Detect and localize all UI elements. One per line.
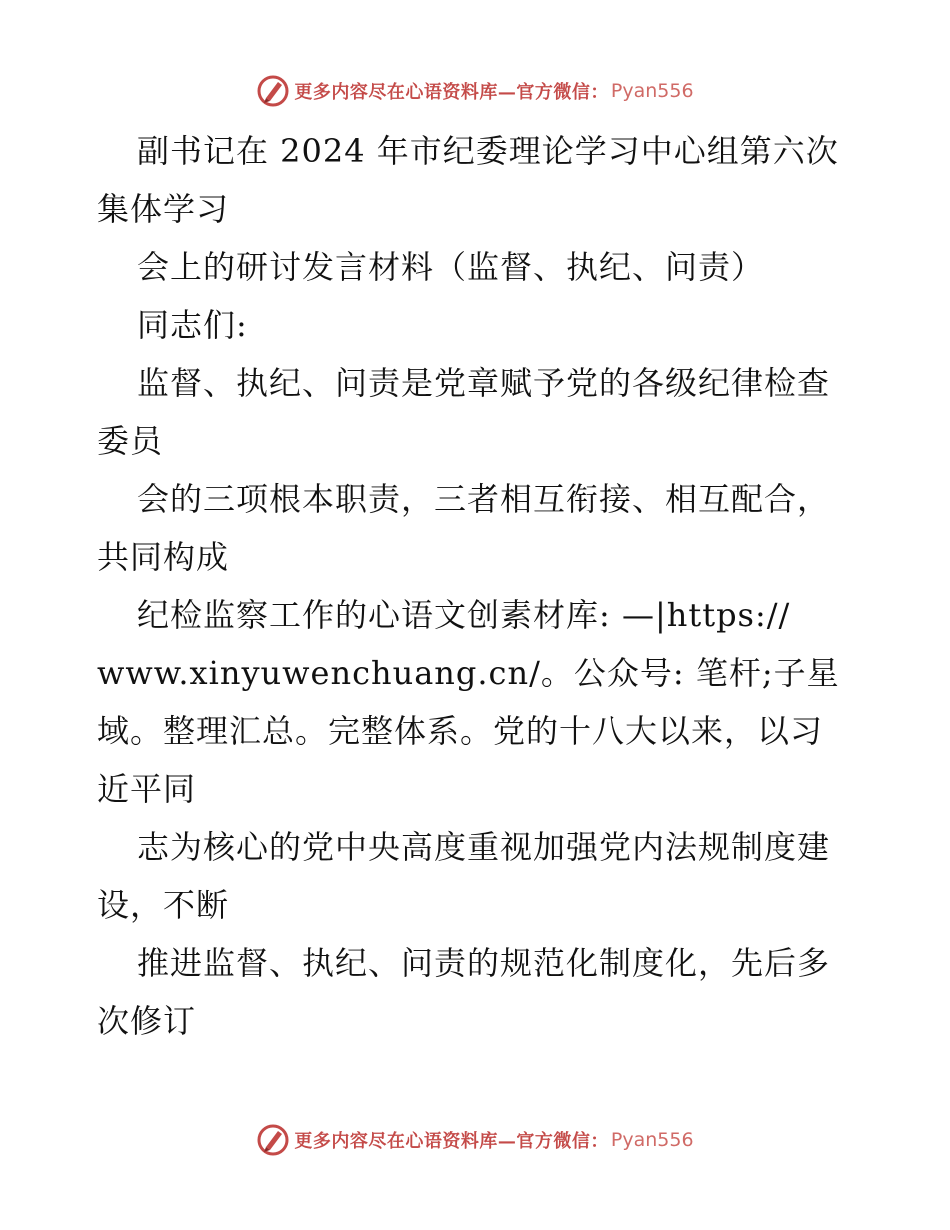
footer-watermark	[0, 1120, 950, 1160]
text-line: 集体学习	[97, 190, 230, 228]
text-line: 域。整理汇总。完整体系。党的十八大以来，以习	[97, 712, 824, 750]
text-line: 监督、执纪、问责是党章赋予党的各级纪律检查	[137, 364, 831, 402]
text-line: 设，不断	[97, 886, 230, 924]
text-line: 委员	[97, 422, 164, 460]
text-line: 会上的研讨发言材料（监督、执纪、问责）	[137, 248, 765, 286]
text-line: 近平同	[97, 770, 197, 808]
pen-logo-icon	[256, 1123, 290, 1157]
watermark-site-text: 更多内容尽在心语资料库—官方微信：	[294, 82, 609, 103]
text-line: 副书记在 2024 年市纪委理论学习中心组第六次	[137, 132, 839, 170]
text-line: www.xinyuwenchuang.cn/。公众号: 笔杆;子星	[97, 654, 840, 692]
watermark-site-text: 更多内容尽在心语资料库—官方微信：	[294, 1131, 609, 1152]
text-line: 同志们:	[137, 306, 248, 344]
text-line: 志为核心的党中央高度重视加强党内法规制度建	[137, 828, 831, 866]
watermark-wechat-id: Pyan556	[610, 80, 694, 102]
pen-logo-icon	[256, 74, 290, 108]
text-line: 推进监督、执纪、问责的规范化制度化，先后多	[137, 944, 831, 982]
text-line: 会的三项根本职责，三者相互衔接、相互配合，	[137, 480, 831, 518]
text-line: 纪检监察工作的心语文创素材库: —|https://	[137, 596, 791, 634]
text-line: 共同构成	[97, 538, 230, 576]
watermark-wechat-id: Pyan556	[610, 1129, 694, 1151]
document-body	[97, 122, 867, 1050]
text-line: 次修订	[97, 1002, 197, 1040]
header-watermark	[0, 71, 950, 111]
